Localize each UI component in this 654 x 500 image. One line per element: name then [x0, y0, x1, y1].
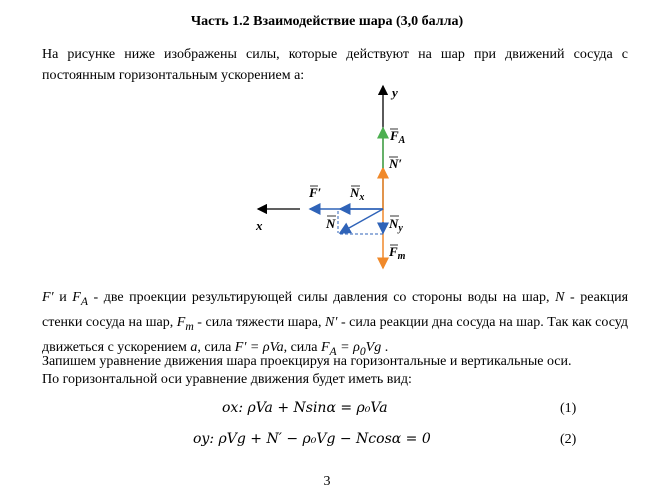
- text-line-2: По горизонтальной оси уравнение движения будет иметь вид:: [42, 372, 412, 387]
- fprime-symbol: F′: [42, 290, 54, 305]
- axis-x-label: x: [256, 218, 263, 233]
- label-fprime: F′: [309, 185, 322, 200]
- intro-text: На рисунке ниже изображены силы, которые действуют на шар при движений сосуда с постоянным горизонтальным ускорением a:: [42, 47, 628, 83]
- equation-1: ox: ρVa + Nsinα = ρ₀Va: [222, 400, 388, 416]
- text-line-1: Запишем уравнение движения шара проекцируя на горизонтальные и вертикальные оси.: [42, 354, 572, 369]
- equation-2: oy: ρVg + N′ − ρ₀Vg − Ncosα = 0: [193, 431, 431, 447]
- label-nprime: N′: [389, 156, 403, 171]
- axis-y-label: y: [392, 85, 398, 100]
- label-ny: $N_y$: [389, 216, 403, 234]
- equation-2-number: (2): [560, 432, 577, 447]
- section-title: Часть 1.2 Взаимодействие шара (3,0 балла): [190, 14, 464, 29]
- page-number: 3: [323, 474, 331, 489]
- label-n: N: [326, 216, 336, 231]
- n-vector: [340, 209, 383, 233]
- label-ft: $F_т$: [389, 244, 406, 262]
- label-nx: $N_x$: [350, 185, 365, 203]
- label-fa: $F_A$: [390, 128, 406, 146]
- equation-1-number: (1): [560, 401, 577, 416]
- description-paragraph: F′ и $F_A$ - две проекции результирующей силы давления со стороны воды на шар, N - реакция стенки сосуда на шар, $F_т$ - сила тяжести шара, N′ - сила реакции дна сосуда на шар. Так как сосуд движеться с ускорением a, сила F′ = ρVa, сила $F_A = \rho_0Vg$ .: [42, 290, 629, 358]
